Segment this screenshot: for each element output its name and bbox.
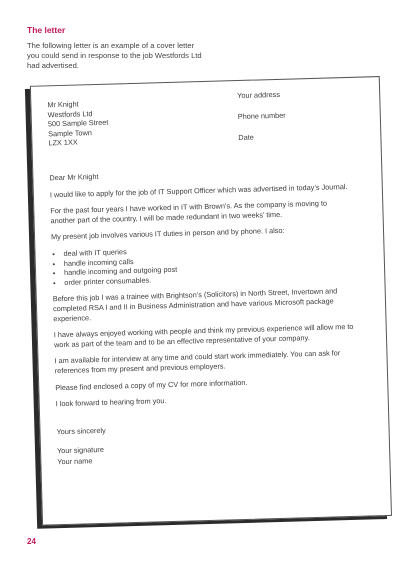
page-number: 24 bbox=[27, 537, 36, 546]
letter-body bbox=[49, 165, 357, 467]
paragraph: For the past four years I have worked in IT with Brown’s. As the company is moving to another part of the country, I will be made redundant in two weeks’ time. bbox=[50, 198, 328, 226]
phone-number-placeholder: Phone number bbox=[237, 110, 286, 122]
paragraph: I have always enjoyed working with people and think my previous experience will allow me to work as part of the team and to be an effective representative of your company. bbox=[53, 322, 354, 349]
paragraph: I look forward to hearing from you. bbox=[55, 396, 167, 409]
address-line: Westfords Ltd bbox=[47, 108, 93, 119]
address-line: Sample Town bbox=[48, 127, 92, 139]
paragraph: I am available for interview at any time and could start work immediately. You can ask for references from my present and previous employers. bbox=[54, 348, 341, 376]
address-line: 500 Sample Street bbox=[47, 117, 109, 129]
paragraph: My present job involves various IT duties in person and by phone. I also: bbox=[50, 226, 285, 242]
date-placeholder: Date bbox=[238, 132, 254, 143]
recipient-address bbox=[47, 99, 109, 149]
closing: Yours sincerely bbox=[56, 425, 106, 436]
intro-text: The following letter is an example of a cover letter you could send in response to the job Westfords Ltd had advertised. bbox=[27, 41, 202, 70]
letter-sheet bbox=[30, 76, 392, 526]
name-placeholder: Your name bbox=[57, 455, 93, 466]
paragraph: Please find enclosed a copy of my CV for more information. bbox=[55, 377, 248, 392]
sender-address-placeholder: Your address bbox=[237, 89, 281, 101]
signature-placeholder: Your signature bbox=[56, 445, 104, 456]
section-heading: The letter bbox=[27, 25, 66, 35]
sign-off bbox=[56, 419, 357, 468]
list-item: • handle incoming and outgoing post bbox=[64, 260, 352, 278]
duties-list bbox=[51, 241, 352, 288]
salutation: Dear Mr Knight bbox=[49, 171, 99, 183]
address-line: LZX 1XX bbox=[48, 137, 78, 148]
paragraph: Before this job I was a trainee with Brightson’s (Solicitors) in North Street, Invertown and completed RSA I and II in Business Administration and have various Microsoft package experience. bbox=[52, 286, 338, 323]
list-item: • deal with IT queries bbox=[63, 241, 351, 259]
paragraph: I would like to apply for the job of IT Support Officer which was advertised in today’s Journal. bbox=[49, 181, 348, 199]
letter-sheet-wrapper bbox=[25, 79, 387, 529]
list-item: • handle incoming calls bbox=[64, 250, 352, 268]
list-item: • order printer consumables. bbox=[64, 270, 352, 288]
address-line: Mr Knight bbox=[47, 99, 79, 110]
sender-details bbox=[237, 90, 287, 155]
